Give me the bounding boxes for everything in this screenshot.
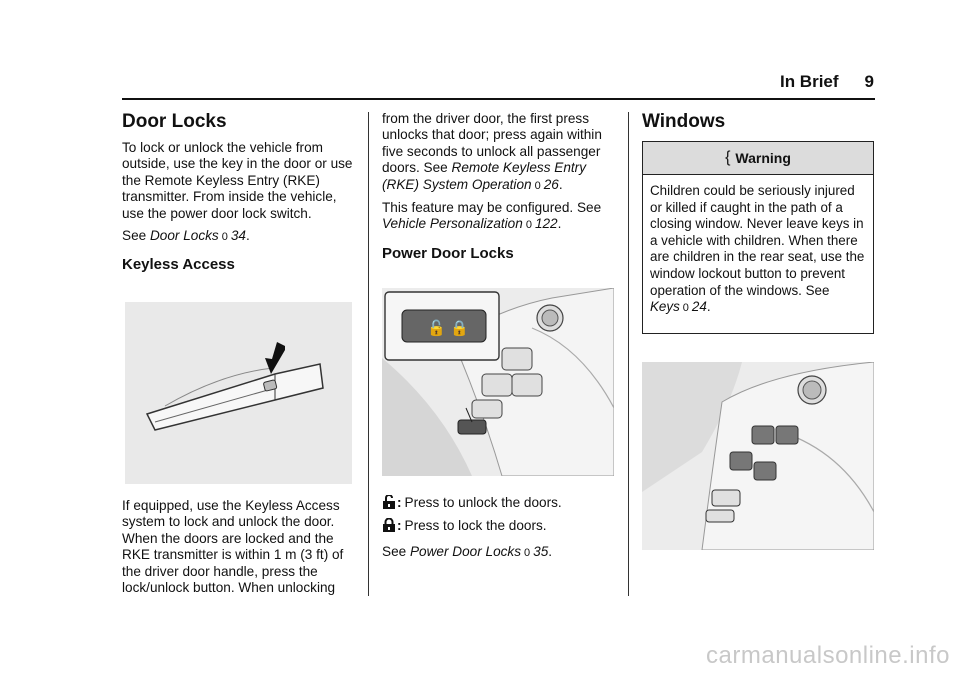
lock-icon — [382, 518, 396, 532]
door-locks-intro: To lock or unlock the vehicle from outside, use the key in the door or use the Remote Keyless Entry (RKE) transmitter. From inside the vehicle, use the power door lock switch. — [122, 140, 353, 221]
cross-reference-link[interactable]: Remote Keyless Entry (RKE) System Operation — [382, 160, 587, 192]
page-ref[interactable]: 26 — [543, 176, 559, 192]
warning-body: Children could be seriously injured or killed if caught in the path of a closing window. Never leave keys in a vehicle with children. When there are children in the rear seat, use the window lockout button to prevent operation of the windows. See Keys 0 24. — [650, 183, 865, 315]
page-ref[interactable]: 35 — [533, 543, 549, 559]
column-divider — [368, 112, 369, 596]
page-ref[interactable]: 24 — [691, 299, 707, 315]
subheading-power-door-locks: Power Door Locks — [382, 244, 514, 262]
unlock-icon — [382, 495, 396, 509]
keyless-text: If equipped, use the Keyless Access system to lock and unlock the door. When the doors are locked and the RKE transmitter is within 1 m (3 ft) of the driver door handle, press the lock/unlock button. When unlocking — [122, 498, 344, 596]
column-1 — [122, 111, 356, 274]
power-door-locks-see: See Power Door Locks 0 35. — [382, 543, 553, 559]
page-ref-icon: 0 — [524, 546, 531, 559]
subheading-keyless-access: Keyless Access — [122, 256, 235, 274]
page-ref-icon: 0 — [525, 219, 532, 232]
column-divider — [628, 112, 629, 596]
svg-text:🔓: 🔓 — [427, 319, 446, 337]
page-ref[interactable]: 34 — [230, 228, 246, 244]
header-rule — [122, 98, 875, 100]
page-number: 9 — [864, 72, 874, 91]
svg-text:🔒: 🔒 — [450, 319, 469, 337]
warning-title: Warning — [735, 150, 791, 166]
page-ref-icon: 0 — [682, 302, 689, 315]
window-switches-illustration — [642, 362, 874, 550]
cross-reference-link[interactable]: Keys — [650, 299, 680, 315]
column-3 — [642, 111, 874, 133]
unlock-legend: : Press to unlock the doors. — [382, 495, 618, 511]
page-ref-icon: 0 — [534, 179, 541, 192]
warning-icon: { — [725, 149, 731, 166]
cross-reference-link[interactable]: Power Door Locks — [409, 543, 522, 559]
cross-reference-link[interactable]: Door Locks — [149, 228, 219, 244]
cross-reference-link[interactable]: Vehicle Personalization — [382, 216, 523, 232]
lock-legend: : Press to lock the doors. — [382, 518, 618, 534]
running-header — [780, 72, 874, 92]
page-ref[interactable]: 122 — [534, 216, 558, 232]
keyless-text-block — [122, 498, 356, 596]
power-door-lock-illustration — [382, 288, 614, 476]
warning-header — [643, 142, 873, 175]
keyless-continued: from the driver door, the first press unlocks that door; press again within five seconds to unlock all passenger doors. See Remote Keyless Entry (RKE) System Operation 0 26. — [382, 111, 602, 192]
lock-key-legend — [382, 495, 618, 561]
door-locks-see: See Door Locks 0 34. — [122, 228, 250, 244]
section-title: In Brief — [779, 72, 839, 91]
config-note: This feature may be configured. See Vehicle Personalization 0 122. — [382, 200, 602, 232]
section-heading-door-locks: Door Locks — [122, 111, 227, 132]
warning-box — [642, 141, 874, 334]
keyless-handle-illustration — [125, 302, 352, 484]
page-ref-icon: 0 — [221, 231, 228, 244]
watermark: carmanualsonline.info — [706, 642, 950, 669]
section-heading-windows: Windows — [642, 111, 726, 132]
column-2 — [382, 111, 618, 263]
